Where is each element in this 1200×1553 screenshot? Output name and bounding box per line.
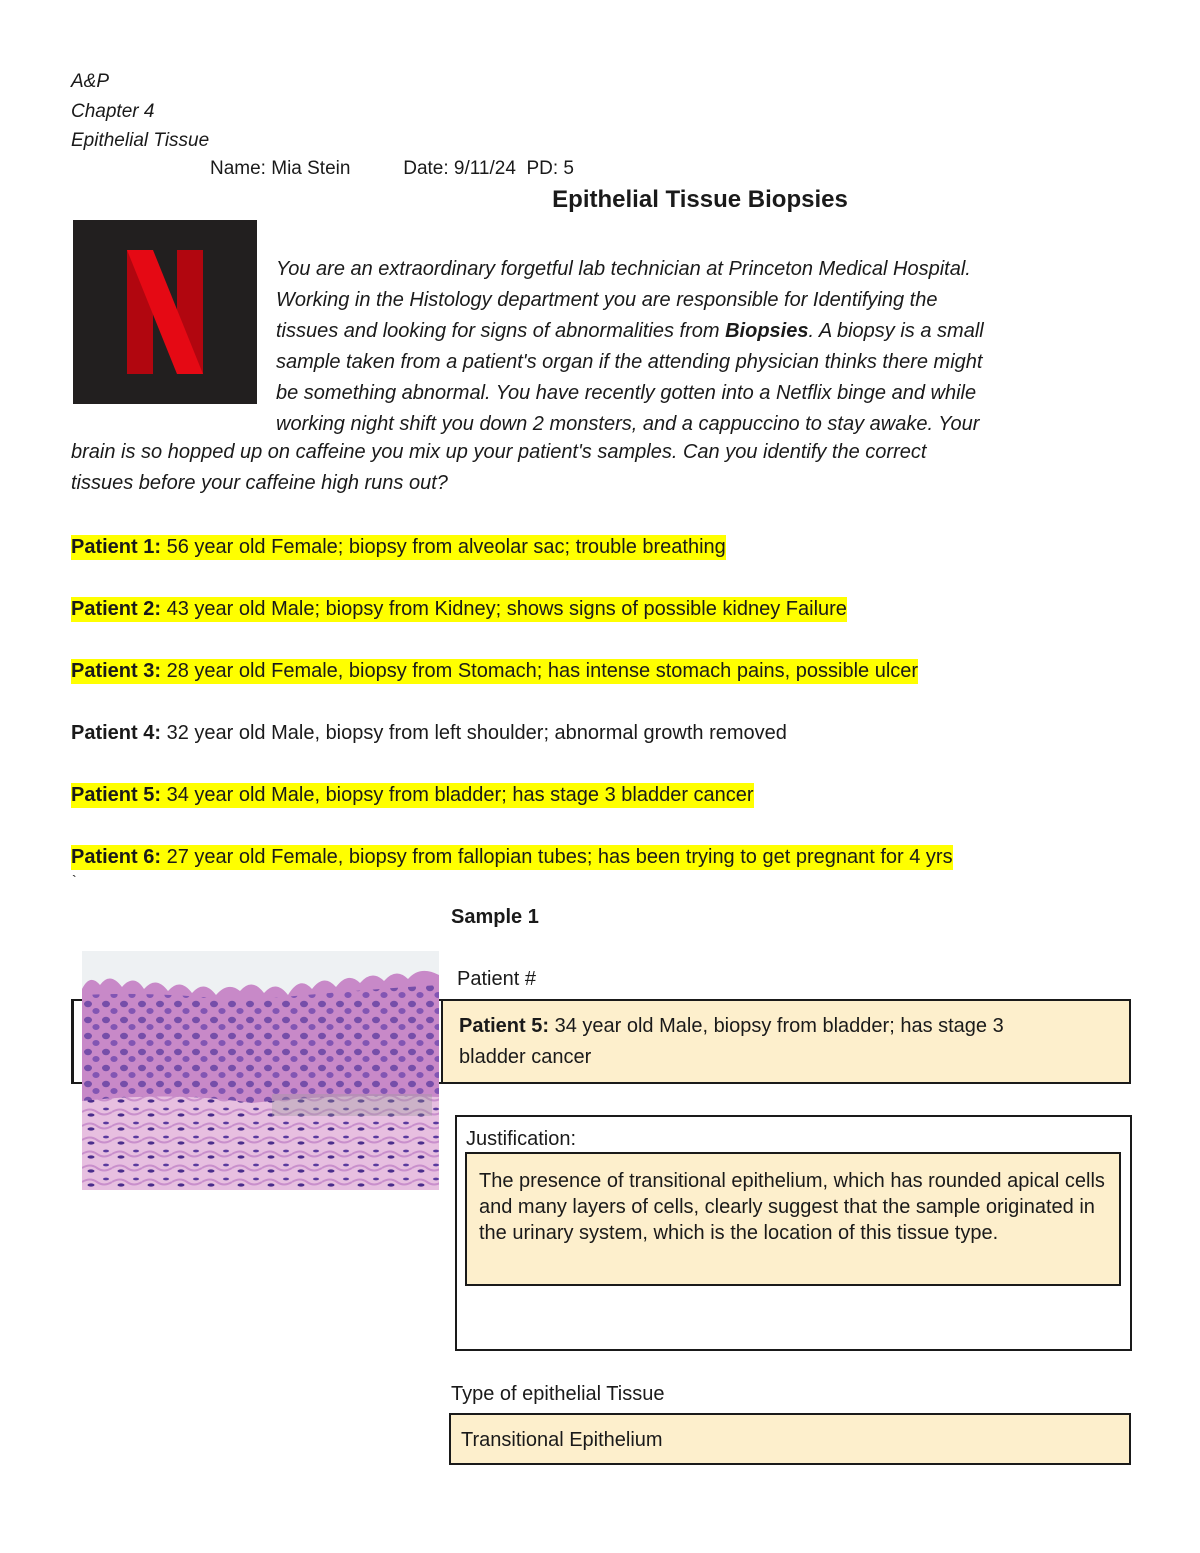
tissue-type-label: Type of epithelial Tissue bbox=[451, 1383, 665, 1405]
topic-label: Epithelial Tissue bbox=[71, 130, 210, 151]
biopsies-term: Biopsies bbox=[725, 320, 809, 342]
patient-5-entry: Patient 5: 34 year old Male, biopsy from bladder; has stage 3 bladder cancer bbox=[71, 784, 754, 806]
patient-number-label: Patient # bbox=[457, 968, 536, 990]
netflix-n-icon bbox=[73, 220, 257, 404]
intro-paragraph-continued bbox=[71, 437, 1131, 499]
patient-answer-box[interactable] bbox=[441, 999, 1131, 1084]
netflix-logo-icon bbox=[73, 220, 257, 404]
patient-6-entry: Patient 6: 27 year old Female, biopsy from fallopian tubes; has been trying to get pregnant for 4 yrs bbox=[71, 846, 953, 868]
patient-2-entry: Patient 2: 43 year old Male; biopsy from Kidney; shows signs of possible kidney Failure bbox=[71, 598, 847, 620]
intro-line: tissues and looking for signs of abnormalities from Biopsies. A biopsy is a small bbox=[276, 320, 984, 342]
tissue-type-value: Transitional Epithelium bbox=[461, 1429, 663, 1451]
name-date-line: Name: Mia Stein Date: 9/11/24 PD: 5 bbox=[210, 158, 574, 179]
chapter-label: Chapter 4 bbox=[71, 101, 155, 122]
justification-label: Justification: bbox=[466, 1128, 577, 1150]
transitional-epithelium-micrograph bbox=[82, 951, 439, 1190]
patient-3-entry: Patient 3: 28 year old Female, biopsy from Stomach; has intense stomach pains, possible ulcer bbox=[71, 660, 919, 682]
intro-line: be something abnormal. You have recently gotten into a Netflix binge and while bbox=[276, 382, 977, 404]
tissue-type-answer-box[interactable] bbox=[449, 1413, 1131, 1465]
intro-line: tissues before your caffeine high runs out? bbox=[71, 472, 448, 494]
patient-4-entry: Patient 4: 32 year old Male, biopsy from left shoulder; abnormal growth removed bbox=[71, 722, 787, 744]
intro-line: working night shift you down 2 monsters, and a cappuccino to stay awake. Your bbox=[276, 413, 980, 435]
intro-paragraph bbox=[276, 254, 1136, 440]
patient-answer-line: Patient 5: 34 year old Male, biopsy from bladder; has stage 3 bbox=[459, 1015, 1004, 1037]
justification-answer-box[interactable] bbox=[465, 1152, 1121, 1286]
course-label: A&P bbox=[71, 71, 110, 92]
page-title: Epithelial Tissue Biopsies bbox=[552, 186, 848, 213]
patient-answer-line: bladder cancer bbox=[459, 1046, 592, 1068]
intro-line: Working in the Histology department you are responsible for Identifying the bbox=[276, 289, 938, 311]
justification-text: The presence of transitional epithelium, which has rounded apical cells and many layers of cells, clearly suggest that the sample originated in the urinary system, which is the location of this tissue type. bbox=[479, 1170, 1105, 1244]
intro-line: sample taken from a patient's organ if the attending physician thinks there might bbox=[276, 351, 983, 373]
intro-line: brain is so hopped up on caffeine you mix up your patient's samples. Can you identify the correct bbox=[71, 441, 927, 463]
sample-label: Sample 1 bbox=[451, 906, 539, 928]
intro-line: You are an extraordinary forgetful lab technician at Princeton Medical Hospital. bbox=[276, 258, 971, 280]
patient-1-entry: Patient 1: 56 year old Female; biopsy from alveolar sac; trouble breathing bbox=[71, 536, 726, 558]
stray-mark: ` bbox=[72, 872, 77, 888]
